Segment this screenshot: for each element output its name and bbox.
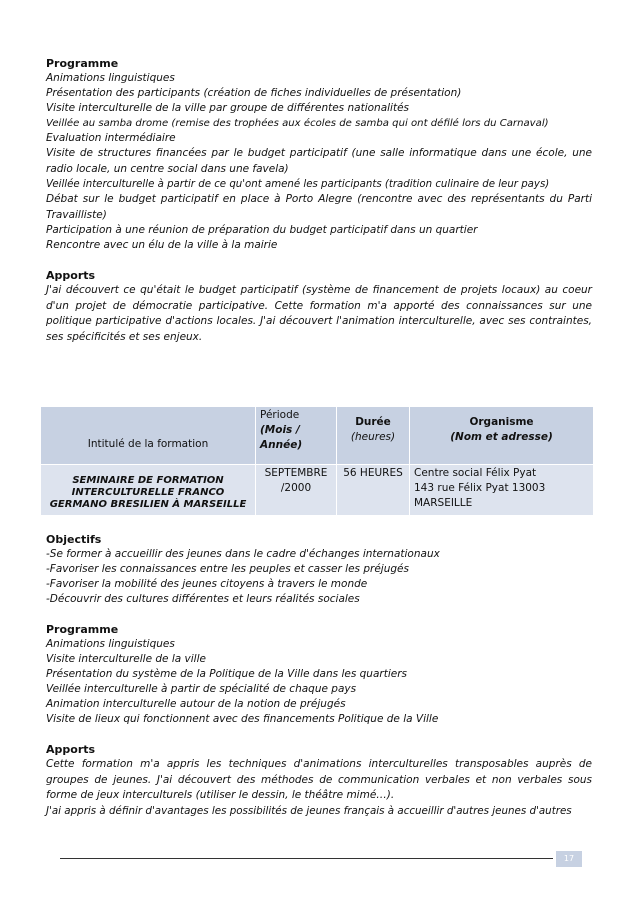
programme-item: Veillée interculturelle à partir de spécialité de chaque pays — [46, 683, 357, 695]
section-2 — [46, 532, 592, 819]
objectif-item: -Favoriser la mobilité des jeunes citoyens à travers le monde — [46, 578, 368, 590]
cell-title: SEMINAIRE DE FORMATION INTERCULTURELLE FRANCO GERMANO BRESILIEN À MARSEILLE — [41, 465, 256, 516]
programme-item: Participation à une réunion de préparation du budget participatif dans un quartier — [46, 224, 478, 236]
header-period-unit: (Mois / — [260, 424, 300, 436]
table-header-row — [41, 407, 594, 465]
formation-table — [40, 406, 594, 516]
cell-org-name: Centre social Félix Pyat — [414, 467, 537, 479]
cell-org-address: 143 rue Félix Pyat 13003 MARSEILLE — [414, 482, 546, 509]
page-number: 17 — [556, 851, 582, 867]
programme-item: Animations linguistiques — [46, 638, 175, 650]
programme-item: Présentation des participants (création de fiches individuelles de présentation) — [46, 87, 462, 99]
objectif-item: -Se former à accueillir des jeunes dans le cadre d'échanges internationaux — [46, 548, 440, 560]
cell-organisme — [410, 465, 594, 516]
header-period-label: Période — [260, 409, 300, 421]
cell-duree: 56 HEURES — [337, 465, 410, 516]
programme-item: Visite interculturelle de la ville — [46, 653, 206, 665]
programme-item: Veillée au samba drome (remise des trophées aux écoles de samba qui ont défilé lors du Carnaval) — [46, 118, 549, 129]
header-period — [256, 407, 337, 465]
apports-paragraph: J'ai découvert ce qu'était le budget participatif (système de financement de projets locaux) au coeur d'un projet de démocratie participative. Cette formation m'a apporté des connaissances sur une politique participative d'actions locales. J'ai découvert l'animation interculturelle, avec ses contraintes, ses spécificités et ses enjeux. — [46, 284, 592, 343]
header-period-unit2: Année) — [260, 439, 303, 451]
header-org-sub: (Nom et adresse) — [450, 431, 553, 443]
section-1 — [46, 56, 592, 345]
programme-item: Evaluation intermédiaire — [46, 132, 176, 144]
apports-paragraph: Cette formation m'a appris les techniques d'animations interculturelles transposables auprès de groupes de jeunes. J'ai découvert des méthodes de communication verbales et non verbales sous forme de jeux interculturels (utiliser le dessin, le théâtre mimé…). — [46, 758, 592, 801]
objectifs-heading: Objectifs — [46, 533, 102, 546]
header-duree-unit: (heures) — [350, 431, 396, 443]
header-org-label: Organisme — [469, 416, 534, 428]
header-duree-label: Durée — [355, 416, 391, 428]
header-organisme — [410, 407, 594, 465]
objectif-item: -Découvrir des cultures différentes et leurs réalités sociales — [46, 593, 360, 605]
header-duree — [337, 407, 410, 465]
programme-item: Présentation du système de la Politique de la Ville dans les quartiers — [46, 668, 407, 680]
cell-period: SEPTEMBRE /2000 — [256, 465, 337, 516]
programme-heading-2: Programme — [46, 623, 119, 636]
programme-item: Animations linguistiques — [46, 72, 175, 84]
apports-heading: Apports — [46, 269, 96, 282]
programme-heading: Programme — [46, 57, 119, 70]
objectif-item: -Favoriser les connaissances entre les peuples et casser les préjugés — [46, 563, 409, 575]
header-title: Intitulé de la formation — [41, 407, 256, 465]
table-row — [41, 465, 594, 516]
programme-item: Animation interculturelle autour de la notion de préjugés — [46, 698, 346, 710]
programme-item: Visite de structures financées par le budget participatif (une salle informatique dans une école, une radio locale, un centre social dans une favela) — [46, 147, 592, 175]
apports-paragraph-continued: J'ai appris à définir d'avantages les possibilités de jeunes français à accueillir d'autres jeunes d'autres — [46, 804, 572, 817]
programme-item: Visite interculturelle de la ville par groupe de différentes nationalités — [46, 102, 410, 114]
footer-divider — [60, 858, 553, 859]
apports-heading-2: Apports — [46, 743, 96, 756]
programme-item: Veillée interculturelle à partir de ce qu'ont amené les participants (tradition culinaire de leur pays) — [46, 179, 550, 190]
programme-item: Débat sur le budget participatif en place à Porto Alegre (rencontre avec des représentants du Parti Travailliste) — [46, 193, 592, 221]
programme-item: Rencontre avec un élu de la ville à la mairie — [46, 239, 278, 251]
programme-item: Visite de lieux qui fonctionnent avec des financements Politique de la Ville — [46, 713, 439, 725]
